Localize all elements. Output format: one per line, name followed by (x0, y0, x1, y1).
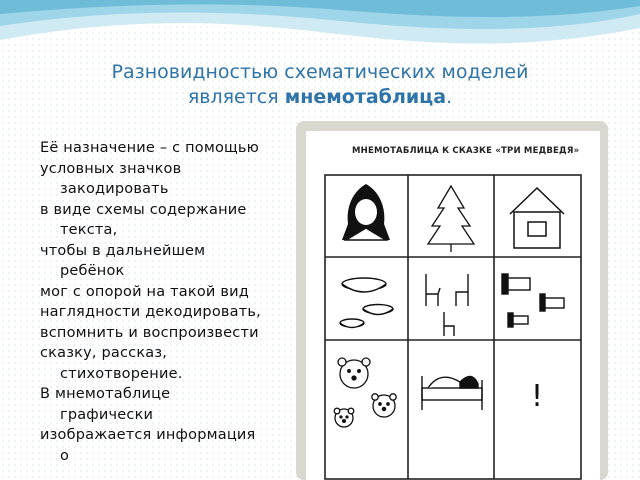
body-line: графически (60, 406, 154, 423)
beds-icon (502, 274, 564, 327)
body-line: чтобы в дальнейшем (40, 242, 206, 259)
body-line: сказку, рассказ, (40, 345, 168, 361)
body-line: В мнемотаблице (40, 386, 171, 402)
chairs-icon (426, 274, 468, 336)
house-icon (510, 188, 564, 248)
title-bold-term: мнемотаблица (284, 86, 447, 108)
body-line: стихотворение. (60, 365, 183, 382)
body-line: текста, (60, 222, 118, 238)
body-line: закодировать (60, 181, 169, 197)
sheet-title: МНЕМОТАБЛИЦА К СКАЗКЕ «ТРИ МЕДВЕДЯ» (352, 146, 580, 156)
bowls-icon (340, 278, 393, 328)
title-line-2 (40, 85, 600, 110)
mnemotable-grid (324, 174, 584, 480)
body-line: вспомнить и воспроизвести (40, 324, 259, 341)
sleeping-girl-icon (422, 376, 482, 410)
title-prefix: является (187, 86, 285, 108)
body-line: ребёнок (60, 263, 125, 279)
body-line: условных значков (40, 160, 182, 177)
bears-icon (334, 358, 396, 427)
body-line: Её назначение – с помощью (40, 140, 260, 156)
body-line: изображается информация (40, 427, 256, 443)
body-line: наглядности декодировать, (40, 304, 261, 320)
title-suffix: . (446, 86, 453, 108)
body-line: мог с опорой на такой вид (40, 283, 249, 300)
body-line: в виде схемы содержание (40, 201, 247, 218)
title-line-1: Разновидностью схематических моделей (111, 61, 529, 83)
hood-icon (342, 184, 390, 240)
tree-icon (428, 186, 474, 252)
body-text (40, 138, 300, 466)
slide-title (40, 60, 600, 110)
body-line: о (60, 447, 70, 464)
exclamation-mark: ! (530, 379, 544, 414)
